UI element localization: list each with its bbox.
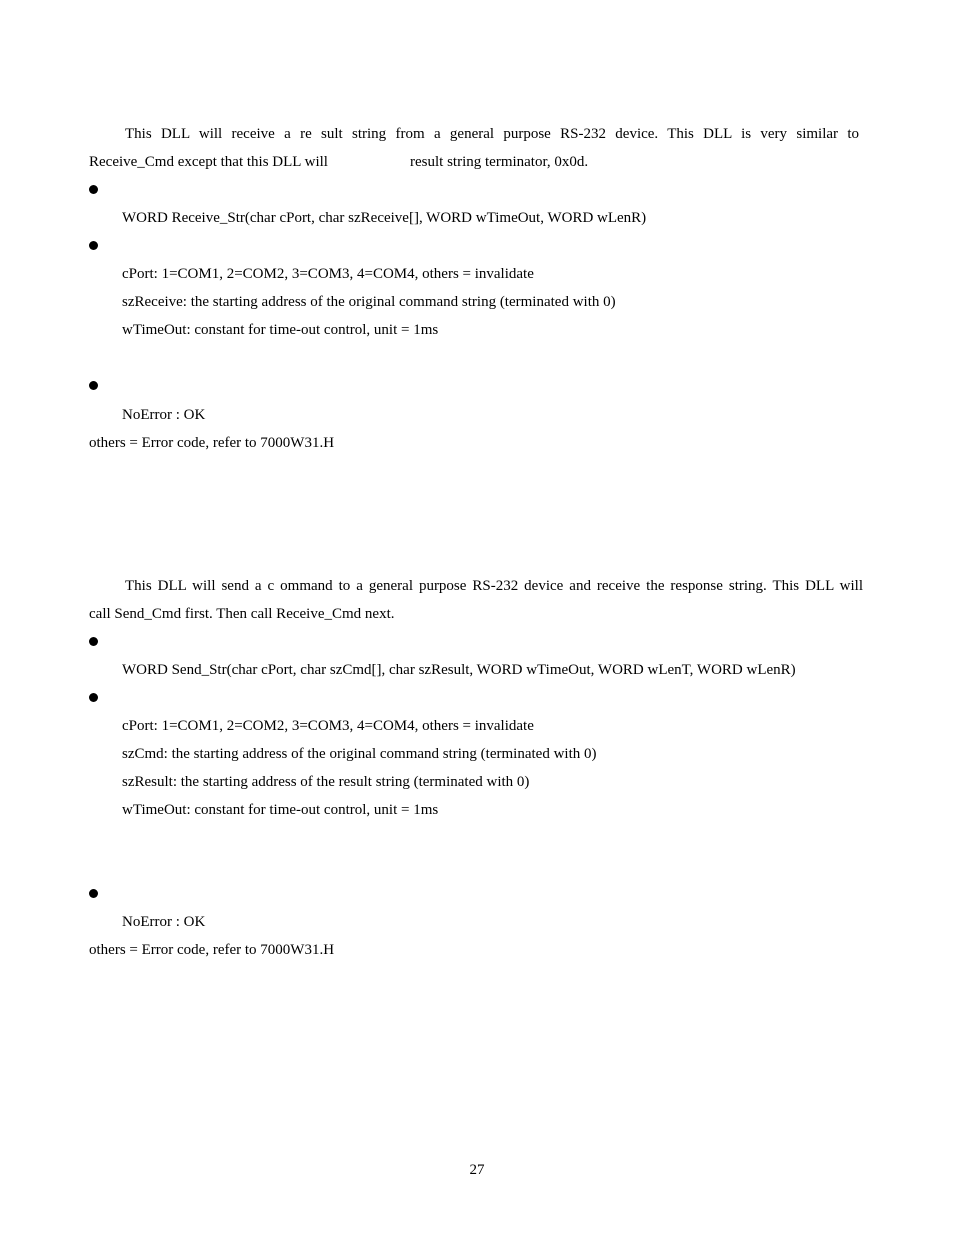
send-str-param-wtimeout: wTimeOut: constant for time-out control, unit = 1ms bbox=[122, 802, 439, 818]
send-str-return-ok: NoError : OK bbox=[122, 914, 206, 930]
bullet-icon bbox=[89, 637, 98, 646]
send-str-param-szresult: szResult: the starting address of the result string (terminated with 0) bbox=[122, 774, 530, 790]
receive-str-description-line-2b: result string terminator, 0x0d. bbox=[410, 154, 589, 170]
send-str-param-szcmd: szCmd: the starting address of the original command string (terminated with 0) bbox=[122, 746, 597, 762]
send-str-syntax: WORD Send_Str(char cPort, char szCmd[], char szResult, WORD wTimeOut, WORD wLenT, WORD wLenR) bbox=[122, 662, 796, 678]
send-str-return-error: others = Error code, refer to 7000W31.H bbox=[89, 942, 335, 958]
send-str-description-line-2: call Send_Cmd first. Then call Receive_Cmd next. bbox=[89, 606, 395, 622]
send-str-description-line-1: This DLL will send a c ommand to a general purpose RS-232 device and receive the response string. This DLL will bbox=[125, 578, 863, 594]
bullet-icon bbox=[89, 185, 98, 194]
receive-str-param-cport: cPort: 1=COM1, 2=COM2, 3=COM3, 4=COM4, others = invalidate bbox=[122, 266, 534, 282]
receive-str-description-line-1: This DLL will receive a re sult string from a general purpose RS-232 device. This DLL is very similar to bbox=[125, 126, 859, 142]
bullet-icon bbox=[89, 381, 98, 390]
receive-str-param-szreceive: szReceive: the starting address of the original command string (terminated with 0) bbox=[122, 294, 616, 310]
bullet-icon bbox=[89, 241, 98, 250]
receive-str-return-ok: NoError : OK bbox=[122, 407, 206, 423]
receive-str-description-line-2a: Receive_Cmd except that this DLL will bbox=[89, 154, 328, 170]
send-str-param-cport: cPort: 1=COM1, 2=COM2, 3=COM3, 4=COM4, others = invalidate bbox=[122, 718, 534, 734]
receive-str-return-error: others = Error code, refer to 7000W31.H bbox=[89, 435, 335, 451]
bullet-icon bbox=[89, 889, 98, 898]
page-number: 27 bbox=[469, 1162, 485, 1178]
receive-str-param-wtimeout: wTimeOut: constant for time-out control, unit = 1ms bbox=[122, 322, 439, 338]
bullet-icon bbox=[89, 693, 98, 702]
receive-str-syntax: WORD Receive_Str(char cPort, char szReceive[], WORD wTimeOut, WORD wLenR) bbox=[122, 210, 647, 226]
